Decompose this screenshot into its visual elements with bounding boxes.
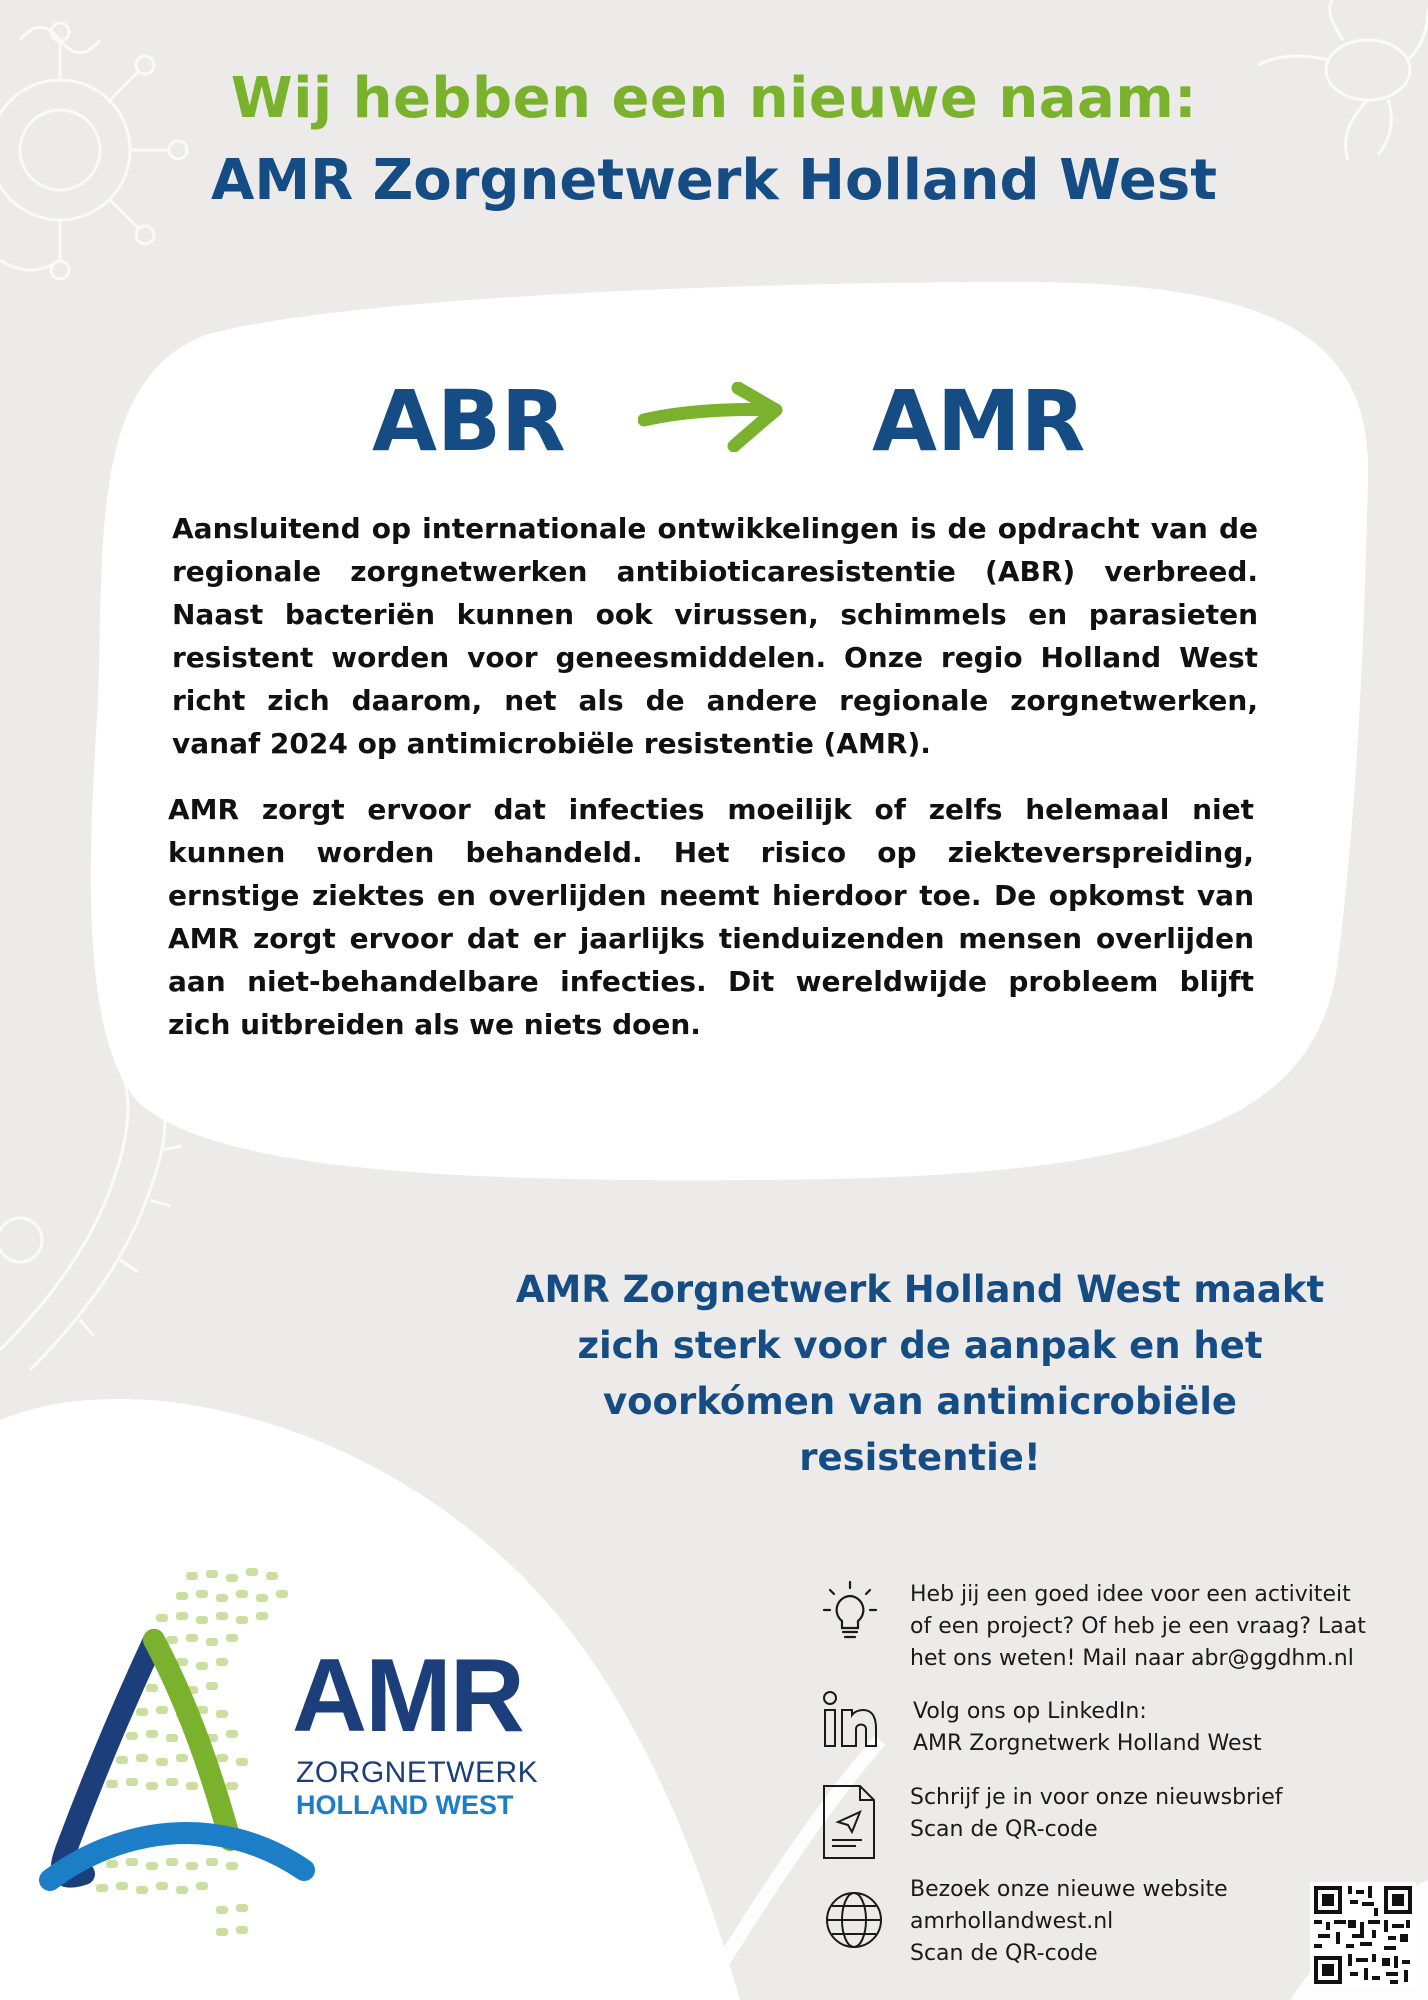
contact-idea-line1: Heb jij een goed idee voor een activiteit [910, 1582, 1351, 1607]
contact-idea-text [910, 1579, 1366, 1675]
amr-logo-mark [36, 1560, 336, 1950]
page-title-line1: Wij hebben een nieuwe naam: [230, 66, 1198, 131]
linkedin-icon [822, 1690, 886, 1750]
document-icon [820, 1782, 880, 1862]
contact-newsletter-line2: Scan de QR-code [910, 1817, 1098, 1842]
globe-icon [824, 1890, 884, 1950]
contact-linkedin-line2: AMR Zorgnetwerk Holland West [913, 1731, 1262, 1756]
contact-website-text [910, 1874, 1228, 1970]
tagline-line3: voorkómen van antimicrobiële resistentie! [603, 1380, 1237, 1479]
amr-explanation-paragraph: AMR zorgt ervoor dat infecties moeilijk of zelfs helemaal niet kunnen worden behandeld. Het risico op ziekteverspreiding, ernstige ziektes en overlijden neemt hierdoor toe. De opkomst van AMR zorgt ervoor dat er jaarlijks tienduizenden mensen overlijden aan niet-behandelbare infecties. Dit wereldwijde probleem blijft zich uitbreiden als we niets doen. [168, 793, 1254, 1041]
new-name-amr: AMR [872, 372, 1086, 470]
tagline-line2: zich sterk voor de aanpak en het [577, 1324, 1263, 1367]
contact-idea-line3: het ons weten! Mail naar abr@ggdhm.nl [910, 1646, 1354, 1671]
contact-newsletter-text [910, 1782, 1283, 1846]
contact-website-line3: Scan de QR-code [910, 1941, 1098, 1966]
intro-paragraph: Aansluitend op internationale ontwikkelingen is de opdracht van de regionale zorgnetwerken antibioticaresistentie (ABR) verbreed. Naast bacteriën kunnen ook virussen, schimmels en parasieten resistent worden voor geneesmiddelen. Onze regio Holland West richt zich daarom, net als de andere regionale zorgnetwerken, vanaf 2024 op antimicrobiële resistentie (AMR). [172, 512, 1258, 760]
contact-idea-line2: of een project? Of heb je een vraag? Laat [910, 1614, 1366, 1639]
qr-code[interactable] [1310, 1882, 1416, 1988]
contact-newsletter-line1: Schrijf je in voor onze nieuwsbrief [910, 1785, 1283, 1810]
contact-website-line1: Bezoek onze nieuwe website [910, 1877, 1228, 1902]
contact-website-line2: amrhollandwest.nl [910, 1909, 1114, 1934]
contact-linkedin-text [913, 1696, 1262, 1760]
old-name-abr: ABR [372, 372, 566, 470]
logo-holland-west-text: HOLLAND WEST [296, 1790, 514, 1820]
page-title-line2: AMR Zorgnetwerk Holland West [211, 148, 1217, 213]
right-arrow-icon [638, 382, 788, 452]
logo-zorgnetwerk-text: ZORGNETWERK [296, 1756, 539, 1789]
contact-linkedin-line1: Volg ons op LinkedIn: [913, 1699, 1147, 1724]
lightbulb-icon [820, 1580, 880, 1648]
logo-amr-text: AMR [292, 1638, 523, 1754]
tagline-line1: AMR Zorgnetwerk Holland West maakt [515, 1268, 1325, 1311]
